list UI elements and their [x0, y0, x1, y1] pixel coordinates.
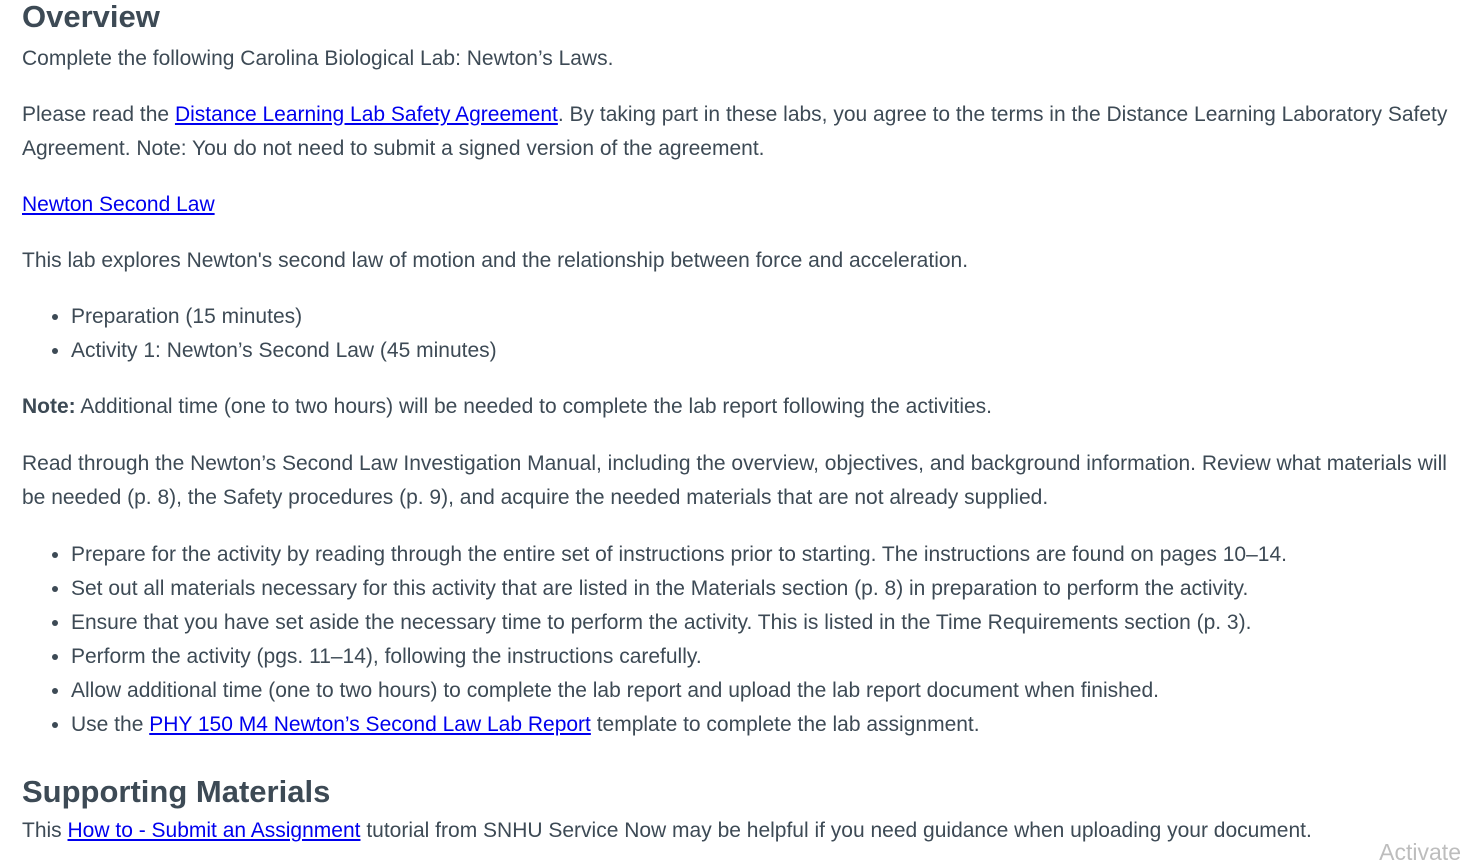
safety-paragraph [22, 98, 1452, 166]
template-step-suffix: template to complete the lab assignment. [590, 713, 980, 736]
overview-heading: Overview [22, 0, 160, 34]
note-text: Additional time (one to two hours) will be needed to complete the lab report following the activities. [75, 395, 993, 418]
note-paragraph [22, 390, 1452, 424]
list-item: • Preparation (15 minutes) [71, 300, 1452, 334]
lab-report-template-link[interactable]: PHY 150 M4 Newton’s Second Law Lab Report [149, 713, 591, 736]
list-item: • Ensure that you have set aside the necessary time to perform the activity. This is listed in the Time Requirements section (p. 3). [71, 606, 1452, 640]
page-content [22, 0, 1452, 848]
time-list [22, 300, 1452, 368]
template-step-prefix: Use the [71, 713, 150, 736]
intro-text: Complete the following Carolina Biological Lab: Newton’s Laws. [22, 47, 614, 70]
supporting-suffix: tutorial from SNHU Service Now may be helpful if you need guidance when uploading your document. [360, 819, 1312, 842]
supporting-prefix: This [22, 819, 68, 842]
read-through-paragraph: Read through the Newton’s Second Law Investigation Manual, including the overview, objectives, and background information. Review what materials will be needed (p. 8), the Safety procedures (p. 9), and acquire the needed materials that are not already supplied. [22, 452, 1447, 509]
newton-second-law-link[interactable]: Newton Second Law [22, 193, 215, 216]
lab-link-paragraph [22, 188, 1452, 222]
submit-assignment-link[interactable]: How to - Submit an Assignment [67, 819, 361, 842]
lab-description: This lab explores Newton's second law of motion and the relationship between force and acceleration. [22, 249, 969, 272]
activate-watermark: Activate [1379, 839, 1461, 865]
list-item: • Prepare for the activity by reading through the entire set of instructions prior to starting. The instructions are found on pages 10–14. [71, 538, 1452, 572]
safety-suffix: . By taking part in these labs, you agree to the terms in the Distance Learning Laboratory Safety Agreement. Note: You do not need to submit a signed version of the agreement. [22, 103, 1448, 160]
list-item: • Activity 1: Newton’s Second Law (45 minutes) [71, 334, 1452, 368]
supporting-materials-heading: Supporting Materials [22, 774, 331, 809]
list-item: • Allow additional time (one to two hours) to complete the lab report and upload the lab report document when finished. [71, 674, 1452, 708]
supporting-paragraph [22, 814, 1452, 848]
safety-agreement-link[interactable]: Distance Learning Lab Safety Agreement [174, 103, 558, 126]
safety-prefix: Please read the [22, 103, 175, 126]
list-item [71, 708, 1452, 742]
list-item: • Set out all materials necessary for this activity that are listed in the Materials section (p. 8) in preparation to perform the activity. [71, 572, 1452, 606]
steps-list [22, 538, 1452, 742]
list-item: • Perform the activity (pgs. 11–14), following the instructions carefully. [71, 640, 1452, 674]
note-label: Note: [22, 395, 76, 418]
